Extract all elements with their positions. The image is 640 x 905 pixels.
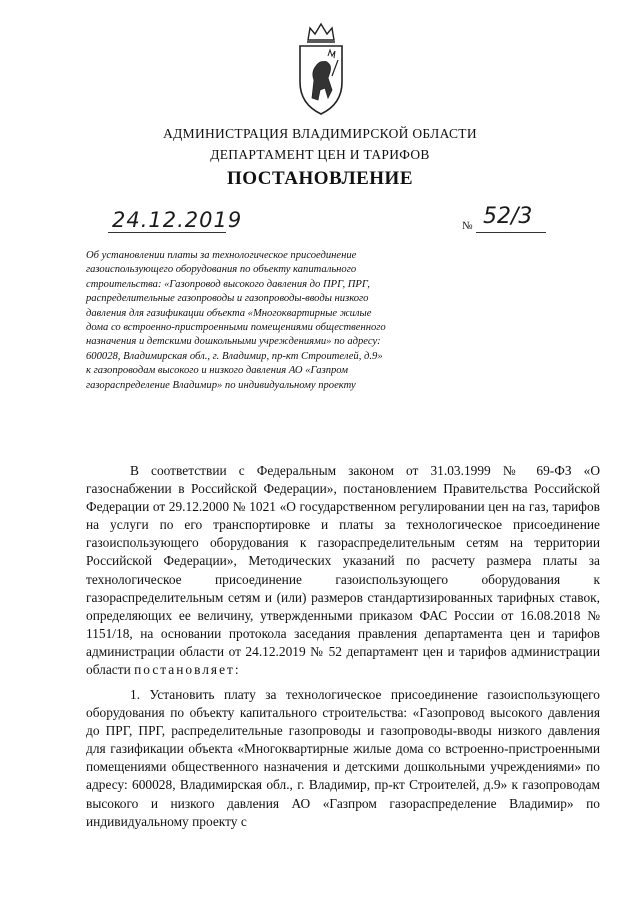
preamble-text: В соответствии с Федеральным законом от 31.03.1999 № 69-ФЗ «О газоснабжении в Российской Федерации», постановлением Правительства Российской Федерации от 29.12.2000 № 1021 «О государственном регулировании цен на газ, тарифов на услуги по его транспортировке и платы за технологическое присоединение газоиспользующего оборудования к газораспределительным сетям на территории Российской Федерации», Методических указаний по расчету размера платы за технологическое присоединение газоиспользующего оборудования к газораспределительным сетям и (или) размеров стандартизированных тарифных ставок, определяющих ее величину, утвержденными приказом ФАС России от 16.08.2018 № 1151/18, на основании протокола заседания правления департамента цен и тарифов администрации области от 24.12.2019 № 52 департамент цен и тарифов администрации области	[86, 463, 600, 678]
number-label: №	[462, 220, 473, 232]
document-subject: Об установлении платы за технологическое присоединение газоиспользующего оборудования по объекту капитального строительства: «Газопровод высокого давления до ПРГ, ПРГ, распределительные газопроводы и газопроводы-вводы низкого давления для газификации объекта «Многоквартирные жилые дома со встроенно-пристроенными помещениями общественного назначения и детскими дошкольными учреждениями» по адресу: 600028, Владимирская обл., г. Владимир, пр-кт Строителей, д.9» к газопроводам высокого и низкого давления АО «Газпром газораспределение Владимир» по индивидуальному проекту	[86, 250, 386, 391]
preamble-paragraph	[86, 462, 600, 679]
agency-name-line1: АДМИНИСТРАЦИЯ ВЛАДИМИРСКОЙ ОБЛАСТИ	[163, 126, 477, 141]
agency-name-line2: ДЕПАРТАМЕНТ ЦЕН И ТАРИФОВ	[210, 147, 430, 162]
coat-of-arms-emblem	[292, 20, 350, 118]
resolves-word: постановляет:	[134, 662, 241, 678]
document-date: 24.12.2019	[112, 208, 243, 232]
item-1-paragraph: 1. Установить плату за технологическое присоединение газоиспользующего оборудования по объекту капитального строительства: «Газопровод высокого давления до ПРГ, ПРГ, распределительные газопроводы и газопроводы-вводы низкого давления для газификации объекта «Многоквартирные жилые дома со встроенно-пристроенными помещениями общественного назначения и детскими дошкольными учреждениями» по адресу: 600028, Владимирская обл., г. Владимир, пр-кт Строителей, д.9» к газопроводам высокого и низкого давления АО «Газпром газораспределение Владимир» по индивидуальному проекту с	[86, 687, 600, 829]
document-number: 52/3	[483, 204, 533, 229]
number-underline	[476, 232, 546, 233]
date-underline	[108, 232, 226, 233]
document-title: ПОСТАНОВЛЕНИЕ	[226, 168, 414, 189]
